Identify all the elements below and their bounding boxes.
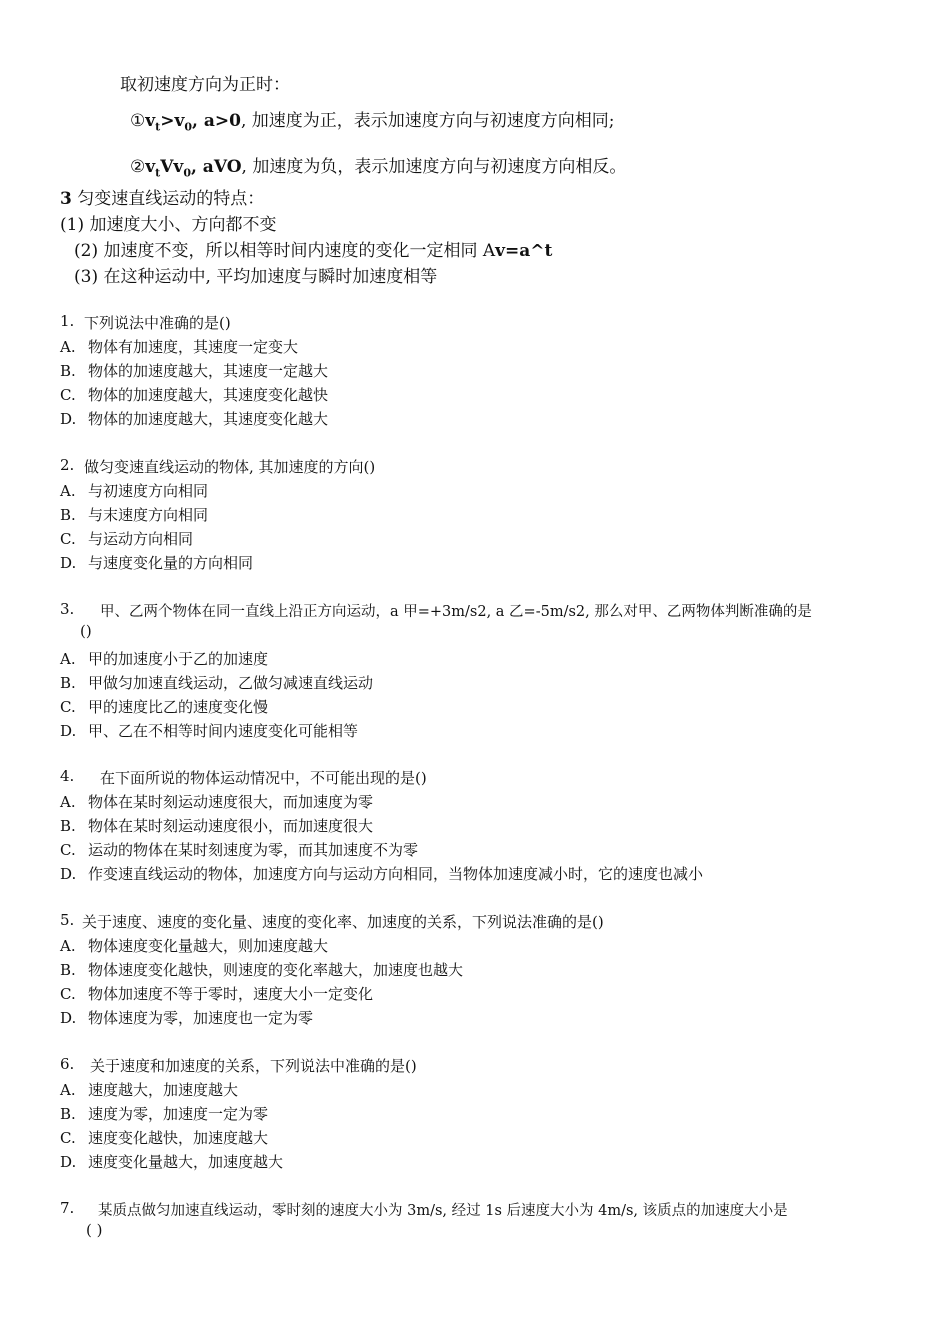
question-number: 4. <box>60 767 75 785</box>
option-a: A. 物体有加速度，其速度一定变大 <box>60 338 299 356</box>
section-3-title: 3 匀变速直线运动的特点： <box>60 189 265 209</box>
question-stem-continuation: () <box>80 622 92 640</box>
question-stem: 做匀变速直线运动的物体, 其加速度的方向() <box>84 458 376 476</box>
question-stem: 关于速度、速度的变化量、速度的变化率、加速度的关系，下列说法准确的是() <box>82 913 604 931</box>
option-d: D. 物体的加速度越大，其速度变化越大 <box>60 410 329 428</box>
question-6 <box>60 1055 920 1171</box>
option-b: B. 与末速度方向相同 <box>60 506 209 524</box>
section-3-point-3: (3) 在这种运动中, 平均加速度与瞬时加速度相等 <box>74 267 438 287</box>
option-c: C. 甲的速度比乙的速度变化慢 <box>60 698 269 716</box>
option-a: A. 速度越大，加速度越大 <box>60 1081 239 1099</box>
option-c: C. 物体加速度不等于零时，速度大小一定变化 <box>60 985 374 1003</box>
option-c: C. 与运动方向相同 <box>60 530 194 548</box>
question-stem: 下列说法中准确的是() <box>84 314 231 332</box>
question-number: 3. <box>60 600 75 618</box>
question-stem-continuation: ( ) <box>86 1221 103 1239</box>
intro-line-2: $①v_t>v_0$, a>0, 加速度为正，表示加速度方向与初速度方向相同; <box>130 111 615 134</box>
question-number: 7. <box>60 1199 75 1217</box>
option-d: D. 速度变化量越大，加速度越大 <box>60 1153 284 1171</box>
option-c: C. 速度变化越快，加速度越大 <box>60 1129 269 1147</box>
option-c: C. 运动的物体在某时刻速度为零，而其加速度不为零 <box>60 841 419 859</box>
intro-line-3: $②v_tVv_0$, aVO, 加速度为负，表示加速度方向与初速度方向相反。 <box>130 157 627 180</box>
option-a: A. 与初速度方向相同 <box>60 482 209 500</box>
option-d: D. 物体速度为零，加速度也一定为零 <box>60 1009 314 1027</box>
option-b: B. 甲做匀加速直线运动，乙做匀减速直线运动 <box>60 674 374 692</box>
option-d: D. 与速度变化量的方向相同 <box>60 554 254 572</box>
section-3-point-1: (1) 加速度大小、方向都不变 <box>60 215 277 235</box>
question-2 <box>60 456 920 572</box>
question-4 <box>60 767 920 883</box>
question-stem: 关于速度和加速度的关系，下列说法中准确的是() <box>90 1057 417 1075</box>
question-stem: 甲、乙两个物体在同一直线上沿正方向运动，a 甲=+3m/s2, a 乙=-5m/s2, 那么对甲、乙两物体判断准确的是 <box>100 604 812 620</box>
intro-line-1: 取初速度方向为正时： <box>120 75 290 95</box>
question-number: 5. <box>60 911 75 929</box>
option-d: D. 甲、乙在不相等时间内速度变化可能相等 <box>60 722 359 740</box>
question-number: 1. <box>60 312 75 330</box>
option-b: B. 速度为零，加速度一定为零 <box>60 1105 269 1123</box>
option-d: D. 作变速直线运动的物体，加速度方向与运动方向相同，当物体加速度减小时，它的速度也减小 <box>60 865 704 883</box>
question-stem: 某质点做匀加速直线运动，零时刻的速度大小为 3m/s, 经过 1s 后速度大小为 4m/s, 该质点的加速度大小是 <box>98 1203 788 1219</box>
question-3 <box>60 600 940 740</box>
question-5 <box>60 911 920 1027</box>
question-1 <box>60 312 920 428</box>
option-a: A. 甲的加速度小于乙的加速度 <box>60 650 269 668</box>
question-number: 6. <box>60 1055 75 1073</box>
option-b: B. 物体的加速度越大，其速度一定越大 <box>60 362 329 380</box>
option-b: B. 物体在某时刻运动速度很小，而加速度很大 <box>60 817 374 835</box>
question-7 <box>60 1199 940 1245</box>
option-a: A. 物体速度变化量越大，则加速度越大 <box>60 937 329 955</box>
option-a: A. 物体在某时刻运动速度很大，而加速度为零 <box>60 793 374 811</box>
question-stem: 在下面所说的物体运动情况中，不可能出现的是() <box>100 769 427 787</box>
option-b: B. 物体速度变化越快，则速度的变化率越大，加速度也越大 <box>60 961 464 979</box>
question-number: 2. <box>60 456 75 474</box>
section-3-point-2: (2) 加速度不变，所以相等时间内速度的变化一定相同 Av=a^t <box>74 241 553 261</box>
option-c: C. 物体的加速度越大，其速度变化越快 <box>60 386 329 404</box>
